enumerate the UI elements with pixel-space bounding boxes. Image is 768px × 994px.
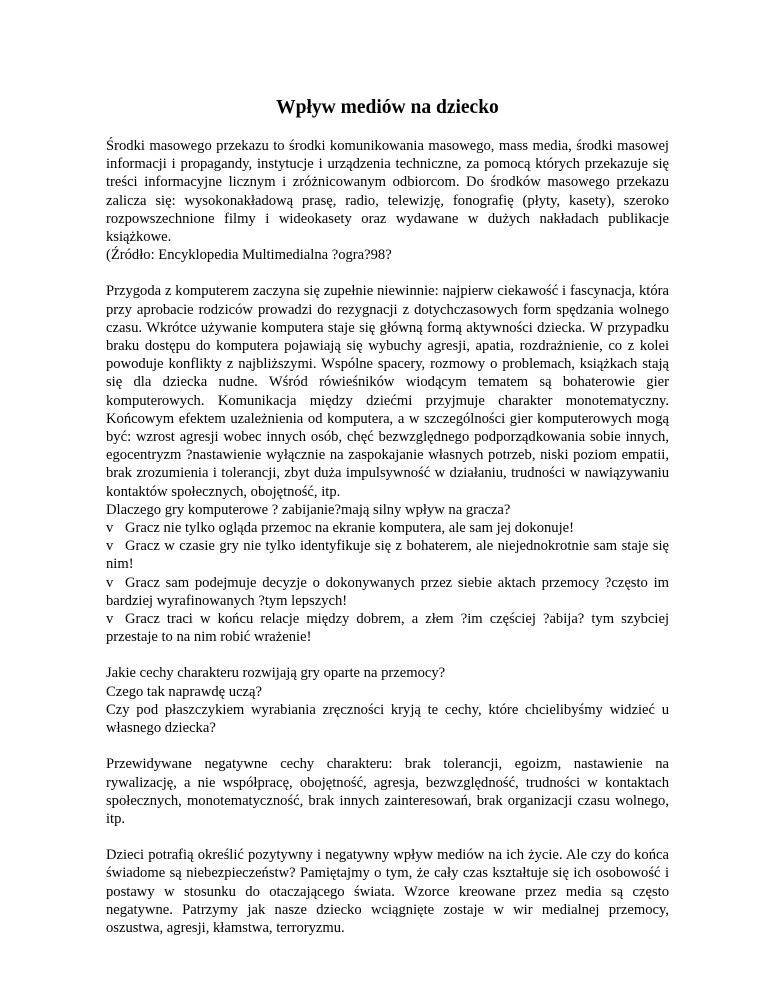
bullet-text: Gracz w czasie gry nie tylko identyfikuje się z bohaterem, ale niejednokrotnie sam staje się nim!: [106, 538, 669, 573]
negative-traits-paragraph: Przewidywane negatywne cechy charakteru: brak tolerancji, egoizm, nastawienie na rywalizację, a nie współpracę, obojętność, agresja, bezwzględność, trudności w kontaktach społecznych, monotematyczność, brak innych zainteresowań, brak organizacji czasu wolnego, itp.: [106, 756, 669, 827]
bullet-text: Gracz nie tylko ogląda przemoc na ekranie komputera, ale sam jej dokonuje!: [125, 520, 574, 537]
list-item: [106, 519, 669, 537]
intro-paragraph: [106, 137, 669, 264]
question-line: Czy pod płaszczykiem wyrabiania zręczności kryją te cechy, które chcielibyśmy widzieć u własnego dziecka?: [106, 701, 669, 737]
questions-paragraph: [106, 664, 669, 737]
adventure-text: Przygoda z komputerem zaczyna się zupełnie niewinnie: najpierw ciekawość i fascynacja, która przy aprobacie rodziców prowadzi do rezygnacji z dotychczasowych form spędzania wolnego czasu. Wkrótce używanie komputera staje się główną formą aktywności dziecka. W przypadku braku dostępu do komputera pojawiają się wybuchy agresji, apatia, rozdrażnienie, co z kolei powoduje konflikty z najbliższymi. Wspólne spacery, rozmowy o problemach, książkach stają się dla dziecka nudne. Wśród rówieśników wiodącym tematem są bohaterowie gier komputerowych. Komunikacja między dziećmi przyjmuje charakter monotematyczny. Końcowym efektem uzależnienia od komputera, a w szczególności gier komputerowych mogą być: wzrost agresji wobec innych osób, chęć bezwzględnego podporządkowania sobie innych, egocentryzm ?nastawienie wyłącznie na zaspokajanie własnych potrzeb, niski poziom empatii, brak zrozumienia i tolerancji, zbyt duża impulsywność w działaniu, trudności w nawiązywaniu kontaktów społecznych, obojętność, itp.: [106, 283, 669, 500]
list-item: [106, 537, 669, 573]
bullet-marker: v: [106, 574, 114, 591]
bullet-marker: v: [106, 520, 114, 537]
intro-source: (Źródło: Encyklopedia Multimedialna ?ogra?98?: [106, 247, 392, 264]
bullet-marker: v: [106, 538, 114, 555]
list-item: [106, 610, 669, 646]
list-item: [106, 574, 669, 610]
intro-text: Środki masowego przekazu to środki komunikowania masowego, mass media, środki masowej informacji i propagandy, instytucje i urządzenia techniczne, za pomocą których przekazuje się treści informacyjne licznym i zróżnicowanym odbiorcom. Do środków masowego przekazu zalicza się: wysokonakładową prasę, radio, telewizję, fonografię (płyty, kasety), szeroko rozpowszechnione filmy i wideokasety oraz wydawane w dużych nakładach publikacje książkowe.: [106, 138, 669, 246]
question-line: Czego tak naprawdę uczą?: [106, 683, 262, 700]
adventure-question: Dlaczego gry komputerowe ? zabijanie?mają silny wpływ na gracza?: [106, 501, 511, 518]
bullet-text: Gracz traci w końcu relacje między dobrem, a złem ?im częściej ?abija? tym szybciej przestaje to na nim robić wrażenie!: [106, 611, 669, 646]
document-title: Wpływ mediów na dziecko: [276, 97, 499, 118]
conclusion-paragraph: Dzieci potrafią określić pozytywny i negatywny wpływ mediów na ich życie. Ale czy do końca świadome są niebezpieczeństw? Pamiętajmy o tym, że cały czas kształtuje się ich osobowość i postawy w stosunku do otaczającego świata. Wzorce kreowane przez media są często negatywne. Patrzymy jak nasze dziecko wciągnięte zostaje w wir medialnej przemocy, oszustwa, agresji, kłamstwa, terroryzmu.: [106, 847, 669, 936]
bullet-text: Gracz sam podejmuje decyzje o dokonywanych przez siebie aktach przemocy ?często im bardziej wyrafinowanych ?tym lepszych!: [106, 574, 669, 609]
document-page: [106, 96, 669, 955]
computer-adventure-paragraph: [106, 282, 669, 646]
question-line: Jakie cechy charakteru rozwijają gry oparte na przemocy?: [106, 665, 446, 682]
bullet-marker: v: [106, 611, 114, 628]
